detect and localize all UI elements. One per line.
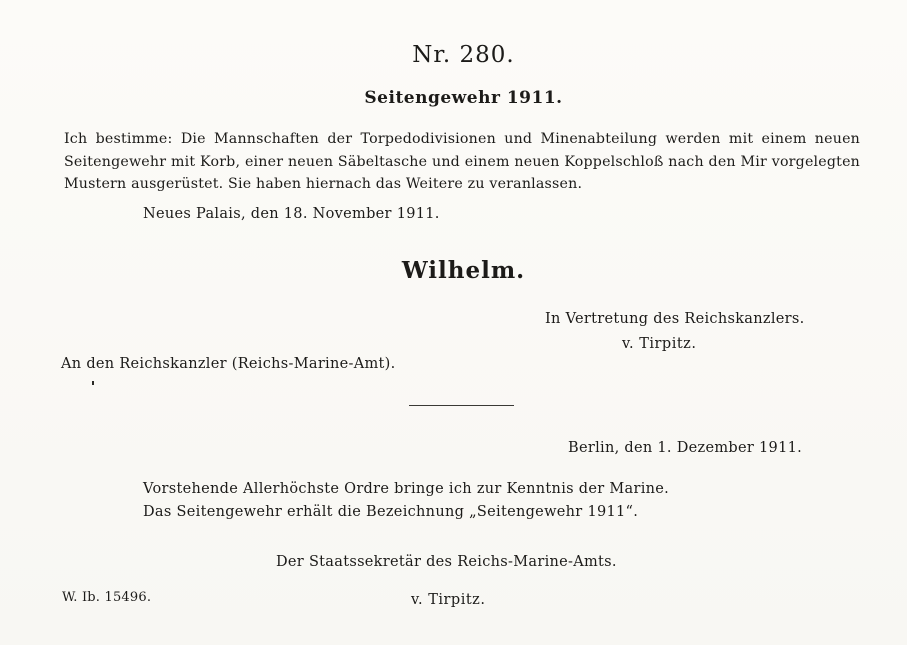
announcement-line: Vorstehende Allerhöchste Ordre bringe ich zur Kenntnis der Marine. — [143, 481, 670, 497]
place-date-line: Neues Palais, den 18. November 1911. — [143, 206, 440, 222]
ink-speck — [92, 381, 94, 385]
document-number: Nr. 280. — [412, 42, 515, 68]
section-divider — [409, 405, 514, 406]
addressee-line: An den Reichskanzler (Reichs-Marine-Amt). — [61, 356, 396, 372]
berlin-date-line: Berlin, den 1. Dezember 1911. — [568, 440, 803, 456]
deputy-line: In Vertretung des Reichskanzlers. — [545, 311, 805, 327]
imperial-signature: Wilhelm. — [401, 257, 526, 284]
document-title: Seitengewehr 1911. — [364, 88, 563, 108]
order-body-text: Ich bestimme: Die Mannschaften der Torpedodivisionen und Minenabteilung werden mit einem neuen Seitengewehr mit Korb, einer neuen Säbeltasche und einem neuen Koppelschloß nach den Mir vorgelegten Mustern ausgerüstet. Sie haben hiernach das Weitere zu veranlassen. — [64, 131, 860, 192]
deputy-name: v. Tirpitz. — [622, 336, 697, 352]
announcement-line: Das Seitengewehr erhält die Bezeichnung „Seitengewehr 1911“. — [143, 504, 639, 520]
secretary-title: Der Staatssekretär des Reichs-Marine-Amts. — [276, 554, 617, 570]
secretary-name: v. Tirpitz. — [411, 592, 486, 608]
announcement-text — [143, 478, 743, 524]
reference-number: W. Ib. 15496. — [62, 590, 152, 605]
